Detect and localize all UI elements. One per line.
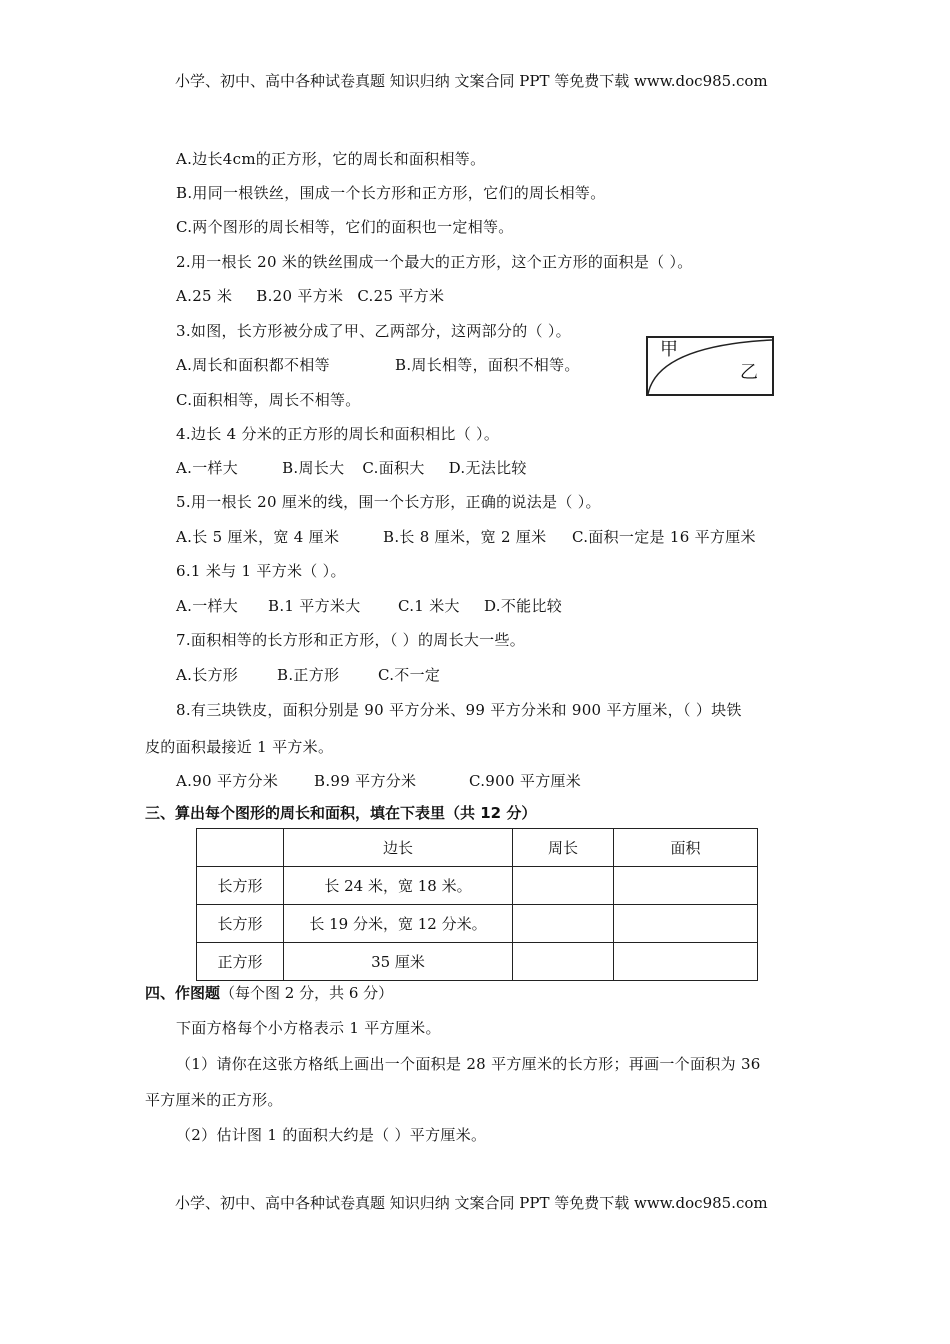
q7-option-b: B.正方形 <box>277 666 340 684</box>
q5-option-b: B.长 8 厘米，宽 2 厘米 <box>383 528 547 546</box>
q3-option-a: A.周长和面积都不相等 <box>176 356 330 374</box>
table-cell-area-answer[interactable] <box>614 905 758 943</box>
table-cell-perimeter-answer[interactable] <box>513 905 614 943</box>
q5-option-a: A.长 5 厘米，宽 4 厘米 <box>176 528 340 546</box>
table-header-shape <box>197 829 284 867</box>
table-cell-side: 35 厘米 <box>284 943 513 981</box>
table-cell-shape: 长方形 <box>197 905 284 943</box>
section4-score-note: （每个图 2 分，共 6 分） <box>220 984 394 1002</box>
table-row <box>197 943 758 981</box>
q6-option-c: C.1 米大 <box>398 597 460 615</box>
q6-option-b: B.1 平方米大 <box>268 597 361 615</box>
q8-option-a: A.90 平方分米 <box>176 772 279 790</box>
table-row <box>197 905 758 943</box>
table-cell-side: 长 24 米，宽 18 米。 <box>284 867 513 905</box>
q2-option-b: B.20 平方米 <box>256 287 344 305</box>
table-header-side: 边长 <box>284 829 513 867</box>
table-cell-shape: 长方形 <box>197 867 284 905</box>
q6-stem: 6.1 米与 1 平方米（ ）。 <box>176 562 346 580</box>
section4-intro: 下面方格每个小方格表示 1 平方厘米。 <box>176 1019 441 1037</box>
q4-option-c: C.面积大 <box>362 459 425 477</box>
q2-stem: 2.用一根长 20 米的铁丝围成一个最大的正方形，这个正方形的面积是（ ）。 <box>176 253 693 271</box>
q7-option-c: C.不一定 <box>378 666 441 684</box>
table-cell-shape: 正方形 <box>197 943 284 981</box>
q1-option-c: C.两个图形的周长相等，它们的面积也一定相等。 <box>176 218 514 236</box>
q4-option-b: B.周长大 <box>282 459 345 477</box>
page-header: 小学、初中、高中各种试卷真题 知识归纳 文案合同 PPT 等免费下载 www.doc985.com <box>175 72 768 90</box>
q3-option-c: C.面积相等，周长不相等。 <box>176 391 361 409</box>
q3-figure-label-yi: 乙 <box>740 362 758 383</box>
table-cell-perimeter-answer[interactable] <box>513 943 614 981</box>
q3-figure-label-jia: 甲 <box>660 339 678 360</box>
q8-stem-line1: 8.有三块铁皮，面积分别是 90 平方分米、99 平方分米和 900 平方厘米，（ ）块铁 <box>176 701 742 719</box>
table-cell-area-answer[interactable] <box>614 867 758 905</box>
perimeter-area-table <box>196 828 758 981</box>
table-cell-area-answer[interactable] <box>614 943 758 981</box>
q8-stem-line2: 皮的面积最接近 1 平方米。 <box>145 738 334 756</box>
q2-option-a: A.25 米 <box>176 287 233 305</box>
page-footer: 小学、初中、高中各种试卷真题 知识归纳 文案合同 PPT 等免费下载 www.doc985.com <box>175 1194 768 1212</box>
q5-option-c: C.面积一定是 16 平方厘米 <box>572 528 756 546</box>
section4-heading <box>145 982 393 1003</box>
q4-option-d: D.无法比较 <box>448 459 527 477</box>
q6-option-a: A.一样大 <box>176 597 239 615</box>
q2-option-c: C.25 平方米 <box>357 287 445 305</box>
q4-options <box>176 457 527 478</box>
section4-part2: （2）估计图 1 的面积大约是（ ）平方厘米。 <box>176 1126 487 1144</box>
q4-option-a: A.一样大 <box>176 459 239 477</box>
section4-part1-line1: （1）请你在这张方格纸上画出一个面积是 28 平方厘米的长方形；再画一个面积为 36 <box>176 1055 761 1073</box>
q2-options <box>176 285 444 306</box>
table-row <box>197 867 758 905</box>
table-header-perimeter: 周长 <box>513 829 614 867</box>
section4-part1-line2: 平方厘米的正方形。 <box>145 1091 283 1109</box>
q5-stem: 5.用一根长 20 厘米的线，围一个长方形，正确的说法是（ ）。 <box>176 493 601 511</box>
q3-stem: 3.如图，长方形被分成了甲、乙两部分，这两部分的（ ）。 <box>176 322 571 340</box>
table-header-area: 面积 <box>614 829 758 867</box>
q4-stem: 4.边长 4 分米的正方形的周长和面积相比（ ）。 <box>176 425 500 443</box>
q8-option-c: C.900 平方厘米 <box>469 772 582 790</box>
q7-option-a: A.长方形 <box>176 666 239 684</box>
q3-rectangle-figure <box>646 336 774 396</box>
table-cell-perimeter-answer[interactable] <box>513 867 614 905</box>
q8-option-b: B.99 平方分米 <box>314 772 417 790</box>
q6-option-d: D.不能比较 <box>484 597 563 615</box>
q1-option-b: B.用同一根铁丝，围成一个长方形和正方形，它们的周长相等。 <box>176 184 606 202</box>
q1-option-a: A.边长4cm的正方形，它的周长和面积相等。 <box>176 150 486 168</box>
q3-option-b: B.周长相等，面积不相等。 <box>395 356 580 374</box>
table-cell-side: 长 19 分米，宽 12 分米。 <box>284 905 513 943</box>
q7-stem: 7.面积相等的长方形和正方形，（ ）的周长大一些。 <box>176 631 526 649</box>
section4-title: 四、作图题 <box>145 984 221 1002</box>
section3-title: 三、算出每个图形的周长和面积，填在下表里（共 12 分） <box>145 804 537 822</box>
table-header-row <box>197 829 758 867</box>
